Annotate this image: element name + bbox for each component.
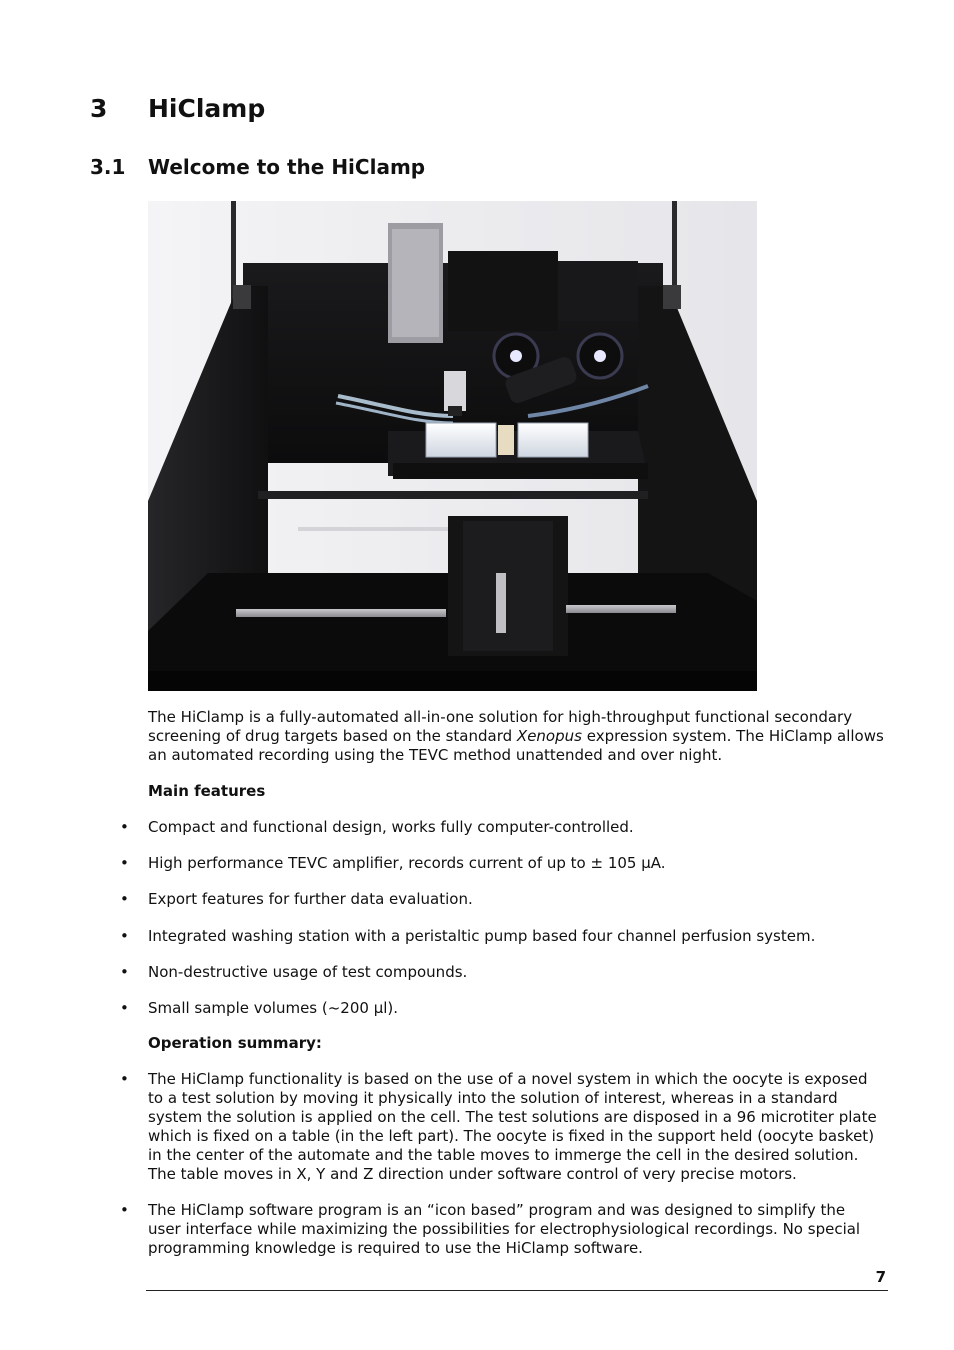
intro-text-part2: expression system. The HiClamp allows an automated recording using the TEVC method unattended and over night. [148, 727, 884, 764]
main-features-heading: Main features [148, 782, 266, 800]
operation-summary-heading: Operation summary: [148, 1034, 322, 1052]
footer-divider [146, 1290, 888, 1291]
list-item-text: Small sample volumes (~200 µl). [148, 999, 399, 1017]
list-item [120, 999, 878, 1018]
list-item-text: Compact and functional design, works fully computer-controlled. [148, 818, 634, 836]
intro-text-italic: Xenopus [516, 727, 582, 745]
list-item-text: The HiClamp software program is an “icon based” program and was designed to simplify the user interface while maximizing the possibilities for electrophysiological recordings. No special programming knowledge is required to use the HiClamp software. [148, 1201, 861, 1257]
bullet-icon: • [120, 927, 129, 945]
list-item [120, 890, 878, 909]
intro-text-part1: The HiClamp is a fully-automated all-in-one solution for high-throughput functional secondary screening of drug targets based on the standard [148, 708, 853, 745]
bullet-icon: • [120, 1070, 129, 1088]
chapter-heading [90, 94, 265, 123]
page-number: 7 [875, 1268, 886, 1286]
section-number: 3.1 [90, 155, 126, 179]
section-heading [90, 155, 425, 179]
section-title: Welcome to the HiClamp [148, 155, 426, 179]
list-item-text: Non-destructive usage of test compounds. [148, 963, 468, 981]
list-item [120, 1201, 878, 1258]
list-item-text: Export features for further data evaluation. [148, 890, 473, 908]
bullet-icon: • [120, 1201, 129, 1219]
hiclamp-device-photo [148, 201, 757, 691]
list-item-text: High performance TEVC amplifier, records current of up to ± 105 µA. [148, 854, 666, 872]
bullet-icon: • [120, 963, 129, 981]
list-item-text: Integrated washing station with a peristaltic pump based four channel perfusion system. [148, 927, 816, 945]
bullet-icon: • [120, 854, 129, 872]
chapter-title: HiClamp [148, 94, 266, 123]
intro-paragraph [148, 708, 888, 765]
list-item [120, 1070, 878, 1184]
bullet-icon: • [120, 818, 129, 836]
list-item [120, 818, 878, 837]
list-item [120, 927, 878, 946]
list-item-text: The HiClamp functionality is based on the use of a novel system in which the oocyte is exposed to a test solution by moving it physically into the solution of interest, whereas in a standard system the solution is applied on the cell. The test solutions are disposed in a 96 microtiter plate which is fixed on a table (in the left part). The oocyte is fixed in the support held (oocyte basket) in the center of the automate and the table moves to immerge the cell in the desired solution. The table moves in X, Y and Z direction under software control of very precise motors. [148, 1070, 877, 1183]
bullet-icon: • [120, 999, 129, 1017]
bullet-icon: • [120, 890, 129, 908]
list-item [120, 854, 878, 873]
list-item [120, 963, 878, 982]
chapter-number: 3 [90, 94, 108, 123]
